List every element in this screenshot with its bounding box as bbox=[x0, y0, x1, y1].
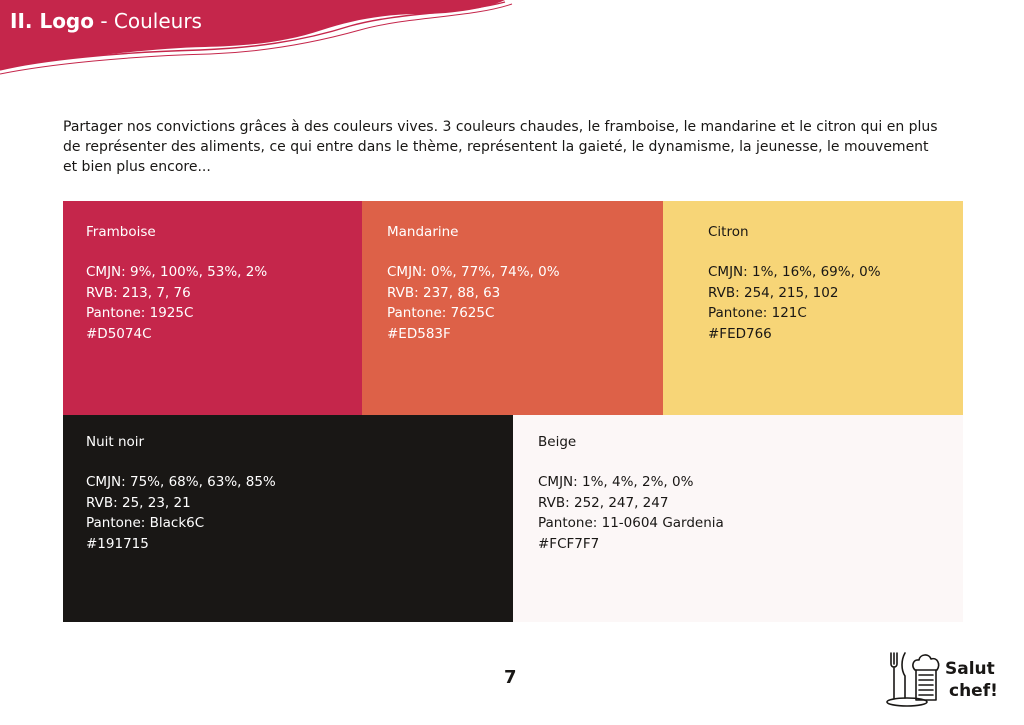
cmjn-value: CMJN: 9%, 100%, 53%, 2% bbox=[86, 264, 268, 280]
cmjn-value: CMJN: 75%, 68%, 63%, 85% bbox=[86, 474, 276, 490]
swatch-nuit-noir bbox=[63, 415, 513, 622]
hex-value: #191715 bbox=[86, 535, 149, 552]
color-specs bbox=[708, 262, 881, 344]
rvb-value: RVB: 213, 7, 76 bbox=[86, 284, 191, 301]
cmjn-value: CMJN: 1%, 4%, 2%, 0% bbox=[538, 474, 694, 490]
pantone-value: Pantone: 1925C bbox=[86, 305, 194, 321]
page-title: II. Logo - Couleurs bbox=[10, 9, 202, 33]
salut-chef-logo bbox=[885, 650, 1011, 708]
color-name: Framboise bbox=[86, 224, 156, 240]
swatch-citron bbox=[663, 201, 963, 415]
rvb-value: RVB: 252, 247, 247 bbox=[538, 494, 669, 511]
hex-value: #FCF7F7 bbox=[538, 535, 600, 552]
pantone-value: Pantone: 7625C bbox=[387, 305, 495, 321]
color-name: Nuit noir bbox=[86, 434, 145, 450]
pantone-value: Pantone: 121C bbox=[708, 305, 807, 321]
hex-value: #FED766 bbox=[708, 325, 772, 342]
cmjn-value: CMJN: 0%, 77%, 74%, 0% bbox=[387, 264, 560, 280]
rvb-value: RVB: 237, 88, 63 bbox=[387, 284, 501, 301]
hex-value: #ED583F bbox=[387, 325, 451, 342]
intro-paragraph: Partager nos convictions grâces à des couleurs vives. 3 couleurs chaudes, le framboise, le mandarine et le citron qui en plus de représenter des aliments, ce qui entre dans le thème, représentent la gaieté, le dynamisme, la jeunesse, le mouvement et bien plus encore... bbox=[63, 119, 938, 175]
cmjn-value: CMJN: 1%, 16%, 69%, 0% bbox=[708, 264, 881, 280]
color-specs bbox=[86, 262, 267, 344]
color-specs bbox=[387, 262, 560, 344]
swatch-mandarine bbox=[362, 201, 663, 415]
page-number: 7 bbox=[504, 667, 517, 688]
color-specs bbox=[86, 472, 276, 554]
logo-text-line2: chef! bbox=[949, 681, 998, 701]
rvb-value: RVB: 25, 23, 21 bbox=[86, 494, 191, 511]
color-name: Mandarine bbox=[387, 224, 459, 240]
color-name: Citron bbox=[708, 224, 749, 240]
pantone-value: Pantone: Black6C bbox=[86, 515, 205, 531]
color-name: Beige bbox=[538, 434, 577, 450]
swatch-framboise bbox=[63, 201, 363, 415]
logo-text-line1: Salut bbox=[945, 659, 995, 679]
hex-value: #D5074C bbox=[86, 325, 152, 342]
pantone-value: Pantone: 11-0604 Gardenia bbox=[538, 515, 724, 531]
rvb-value: RVB: 254, 215, 102 bbox=[708, 284, 839, 301]
swatch-beige bbox=[513, 415, 963, 622]
color-specs bbox=[538, 472, 724, 554]
